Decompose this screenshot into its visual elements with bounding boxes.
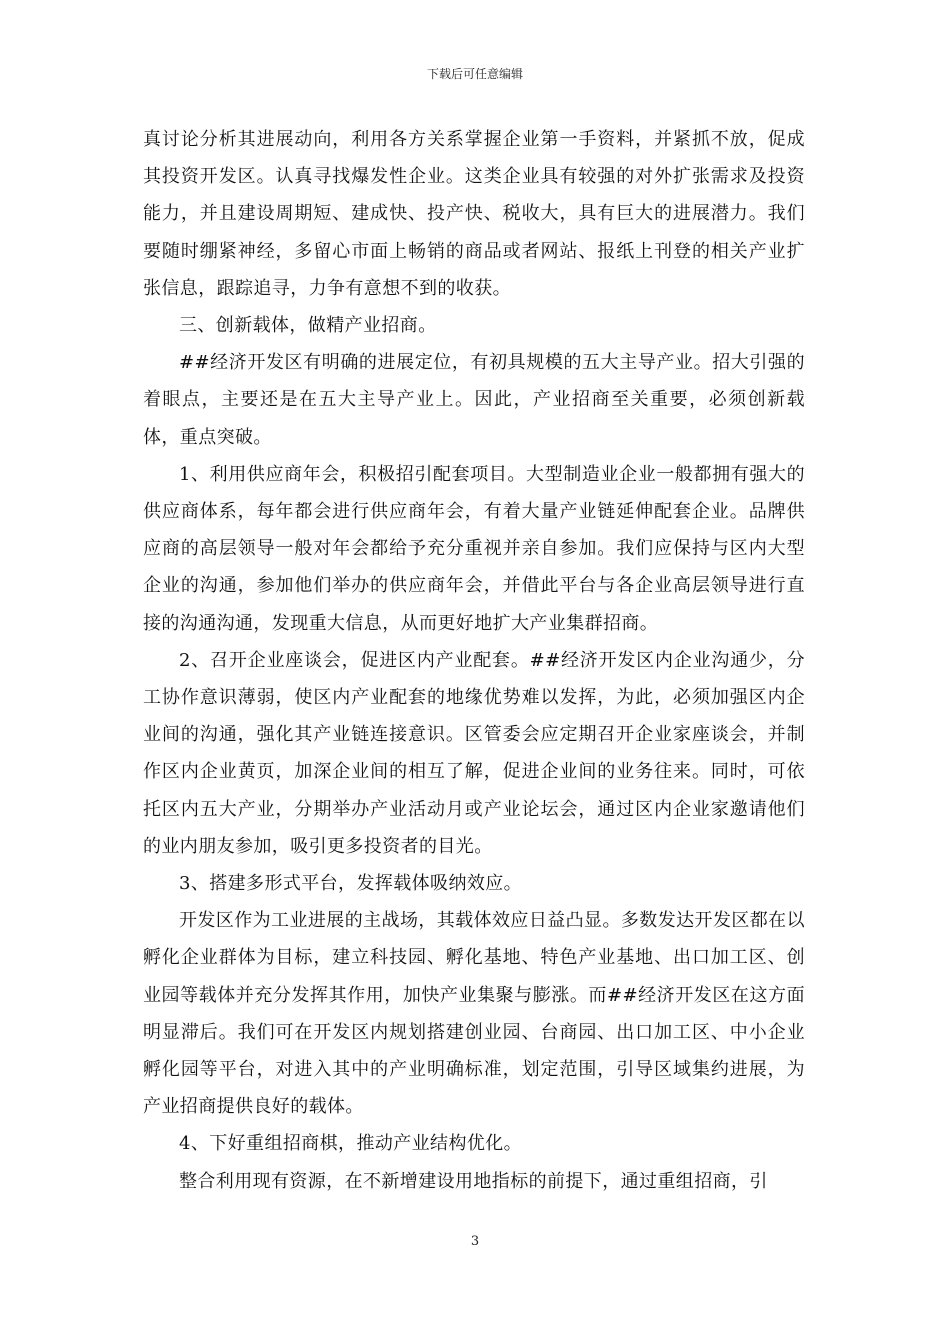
section-heading: 三、创新载体，做精产业招商。 <box>179 315 437 337</box>
paragraph: 2、召开企业座谈会，促进区内产业配套。##经济开发区内企业沟通少，分工协作意识薄弱，使区内产业配套的地缘优势难以发挥，为此，必须加强区内企业间的沟通，强化其产业链连接意识。区管委会应定期召开企业家座谈会，并制作区内企业黄页，加深企业间的相互了解，促进企业间的业务往来。同时，可依托区内五大产业，分期举办产业活动月或产业论坛会，通过区内企业家邀请他们的业内朋友参加，吸引更多投资者的目光。 <box>143 649 805 857</box>
paragraph: 1、利用供应商年会，积极招引配套项目。大型制造业企业一般都拥有强大的供应商体系，每年都会进行供应商年会，有着大量产业链延伸配套企业。品牌供应商的高层领导一般对年会都给予充分重视并亲自参加。我们应保持与区内大型企业的沟通，参加他们举办的供应商年会，并借此平台与各企业高层领导进行直接的沟通沟通，发现重大信息，从而更好地扩大产业集群招商。 <box>143 463 805 634</box>
paragraph: 真讨论分析其进展动向，利用各方关系掌握企业第一手资料，并紧抓不放，促成其投资开发区。认真寻找爆发性企业。这类企业具有较强的对外扩张需求及投资能力，并且建设周期短、建成快、投产快、税收大，具有巨大的进展潜力。我们要随时绷紧神经，多留心市面上畅销的商品或者网站、报纸上刊登的相关产业扩张信息，跟踪追寻，力争有意想不到的收获。 <box>143 129 805 299</box>
document-body <box>143 121 805 1200</box>
page-number: 3 <box>470 1234 480 1249</box>
subsection-heading: 3、搭建多形式平台，发挥载体吸纳效应。 <box>179 873 523 895</box>
paragraph: 开发区作为工业进展的主战场，其载体效应日益凸显。多数发达开发区都在以孵化企业群体为目标，建立科技园、孵化基地、特色产业基地、出口加工区、创业园等载体并充分发挥其作用，加快产业集聚与膨涨。而##经济开发区在这方面明显滞后。我们可在开发区内规划搭建创业园、台商园、出口加工区、中小企业孵化园等平台，对进入其中的产业明确标准，划定范围，引导区域集约进展，为产业招商提供良好的载体。 <box>143 910 805 1118</box>
paragraph: ##经济开发区有明确的进展定位，有初具规模的五大主导产业。招大引强的着眼点，主要还是在五大主导产业上。因此，产业招商至关重要，必须创新载体，重点突破。 <box>143 352 805 448</box>
paragraph: 整合利用现有资源，在不新增建设用地指标的前提下，通过重组招商，引 <box>179 1170 768 1192</box>
subsection-heading: 4、下好重组招商棋，推动产业结构优化。 <box>179 1133 523 1155</box>
page-header: 下载后可任意编辑 <box>426 67 523 81</box>
